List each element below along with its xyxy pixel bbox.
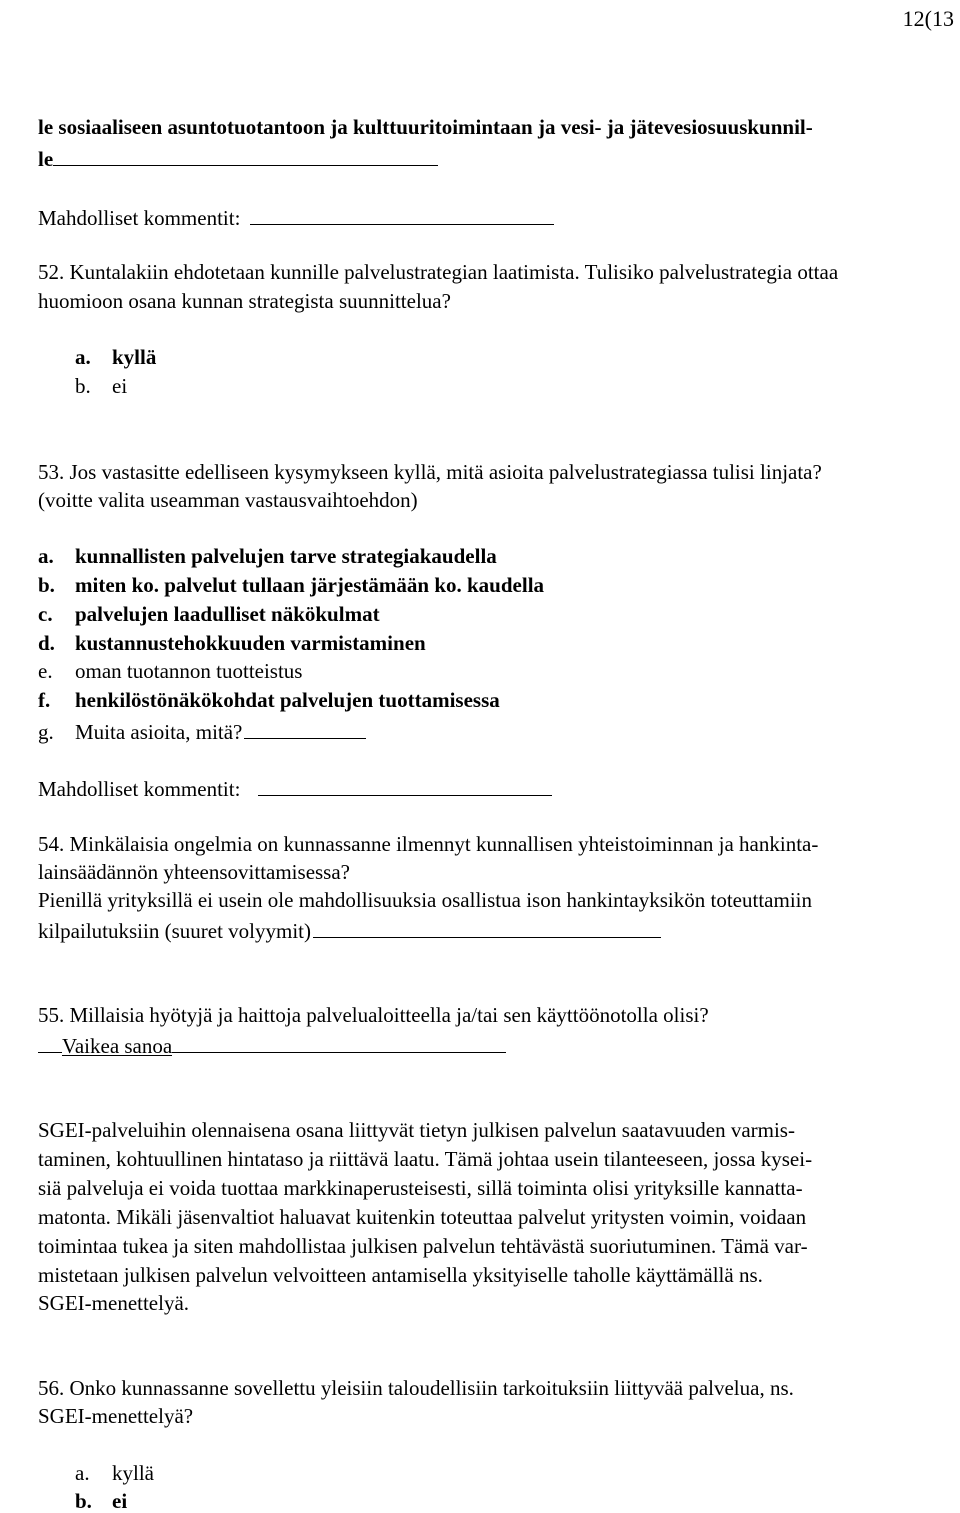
paragraph-line: taminen, kohtuullinen hintataso ja riittävä laatu. Tämä johtaa usein tilanteeseen, jossa kysei- xyxy=(38,1147,813,1171)
q52-line2: huomioon osana kunnan strategista suunnittelua? xyxy=(38,289,451,313)
option-text: miten ko. palvelut tullaan järjestämään ko. kaudella xyxy=(75,573,545,597)
q56-line1: 56. Onko kunnassanne sovellettu yleisiin taloudellisiin tarkoituksiin liittyvää palvelua, ns. xyxy=(38,1376,794,1400)
option-letter: b. xyxy=(75,374,91,398)
other-blank[interactable] xyxy=(244,719,366,739)
q54-answer-line2 xyxy=(38,918,661,942)
paragraph-line: toimintaa tukea ja siten mahdollistaa julkisen palvelun tehtävästä suoriutuminen. Tämä var- xyxy=(38,1234,808,1258)
comment-label: Mahdolliset kommentit: xyxy=(38,777,241,801)
q52-option-a[interactable] xyxy=(75,347,156,368)
option-letter: d. xyxy=(38,631,55,655)
q53-option-b[interactable] xyxy=(38,575,544,596)
comment-blank[interactable] xyxy=(250,205,554,225)
option-letter: a. xyxy=(75,345,91,369)
q53-option-a[interactable] xyxy=(38,546,497,567)
option-text: ei xyxy=(112,374,128,398)
option-text: ei xyxy=(112,1489,128,1513)
option-letter: a. xyxy=(38,544,54,568)
option-letter: e. xyxy=(38,659,53,683)
q53-line1: 53. Jos vastasitte edelliseen kysymykseen kyllä, mitä asioita palvelustrategiassa tulisi linjata? xyxy=(38,460,822,484)
option-letter: f. xyxy=(38,688,51,712)
q56-line2: SGEI-menettelyä? xyxy=(38,1404,194,1428)
paragraph-line: matonta. Mikäli jäsenvaltiot haluavat kuitenkin toteuttaa palvelut yritysten voimin, voidaan xyxy=(38,1205,807,1229)
option-text: kustannustehokkuuden varmistaminen xyxy=(75,631,426,655)
option-letter: b. xyxy=(75,1489,92,1513)
comment-line-2 xyxy=(38,776,552,800)
answer-blank[interactable] xyxy=(172,1033,506,1053)
option-letter: b. xyxy=(38,573,55,597)
q54-line2: lainsäädännön yhteensovittamisessa? xyxy=(38,860,350,884)
q55-line1: 55. Millaisia hyötyjä ja haittoja palvelualoitteella ja/tai sen käyttöönotolla olisi? xyxy=(38,1003,709,1027)
comment-line-1 xyxy=(38,205,554,229)
answer-prefix-blank[interactable] xyxy=(38,1033,62,1053)
q53-option-e[interactable] xyxy=(38,661,302,682)
option-letter: g. xyxy=(38,720,54,744)
q53-option-f[interactable] xyxy=(38,690,500,711)
answer-blank[interactable] xyxy=(313,918,661,938)
option-text: kyllä xyxy=(112,345,157,369)
q56-option-a[interactable] xyxy=(75,1463,154,1484)
paragraph-line: siä palveluja ei voida tuottaa markkinaperusteisesti, sillä toiminta olisi yrityksille kannatta- xyxy=(38,1176,803,1200)
answer-blank[interactable] xyxy=(53,146,438,166)
comment-label: Mahdolliset kommentit: xyxy=(38,206,241,230)
q54-line1: 54. Minkälaisia ongelmia on kunnassanne ilmennyt kunnallisen yhteistoiminnan ja hankinta- xyxy=(38,832,819,856)
paragraph-line: SGEI-menettelyä. xyxy=(38,1291,190,1315)
page-number: 12(13 xyxy=(902,6,954,31)
option-text: kyllä xyxy=(112,1461,154,1485)
q55-answer-line xyxy=(38,1033,506,1057)
q53-line2: (voitte valita useamman vastausvaihtoehdon) xyxy=(38,488,418,512)
paragraph-line: mistetaan julkisen palvelun velvoitteen antamisella yksityiselle taholle käyttämällä ns. xyxy=(38,1263,763,1287)
paragraph-line: SGEI-palveluihin olennaisena osana liittyvät tietyn julkisen palvelun saatavuuden varmis- xyxy=(38,1118,795,1142)
comment-blank[interactable] xyxy=(258,776,552,796)
q54-answer-text: kilpailutuksiin (suuret volyymit) xyxy=(38,919,311,943)
option-text: Muita asioita, mitä? xyxy=(75,720,243,744)
option-text: kunnallisten palvelujen tarve strategiakaudella xyxy=(75,544,497,568)
q53-option-d[interactable] xyxy=(38,633,426,654)
q56-option-b[interactable] xyxy=(75,1491,127,1512)
option-text: palvelujen laadulliset näkökulmat xyxy=(75,602,380,626)
option-letter: c. xyxy=(38,602,53,626)
q54-answer-line1: Pienillä yrityksillä ei usein ole mahdollisuuksia osallistua ison hankintayksikön toteuttamiin xyxy=(38,888,812,912)
q53-option-c[interactable] xyxy=(38,604,380,625)
q53-option-g[interactable] xyxy=(38,719,366,743)
q51-line1: le sosiaaliseen asuntotuotantoon ja kulttuuritoimintaan ja vesi- ja jätevesiosuuskunnil- xyxy=(38,115,813,139)
option-text: oman tuotannon tuotteistus xyxy=(75,659,303,683)
q55-answer-text: Vaikea sanoa xyxy=(62,1034,173,1058)
q52-line1: 52. Kuntalakiin ehdotetaan kunnille palvelustrategian laatimista. Tulisiko palvelustrategia ottaa xyxy=(38,260,839,284)
option-text: henkilöstönäkökohdat palvelujen tuottamisessa xyxy=(75,688,500,712)
q51-line2 xyxy=(38,146,438,170)
q52-option-b[interactable] xyxy=(75,376,127,397)
option-letter: a. xyxy=(75,1461,90,1485)
q51-line2-text: le xyxy=(38,147,54,171)
